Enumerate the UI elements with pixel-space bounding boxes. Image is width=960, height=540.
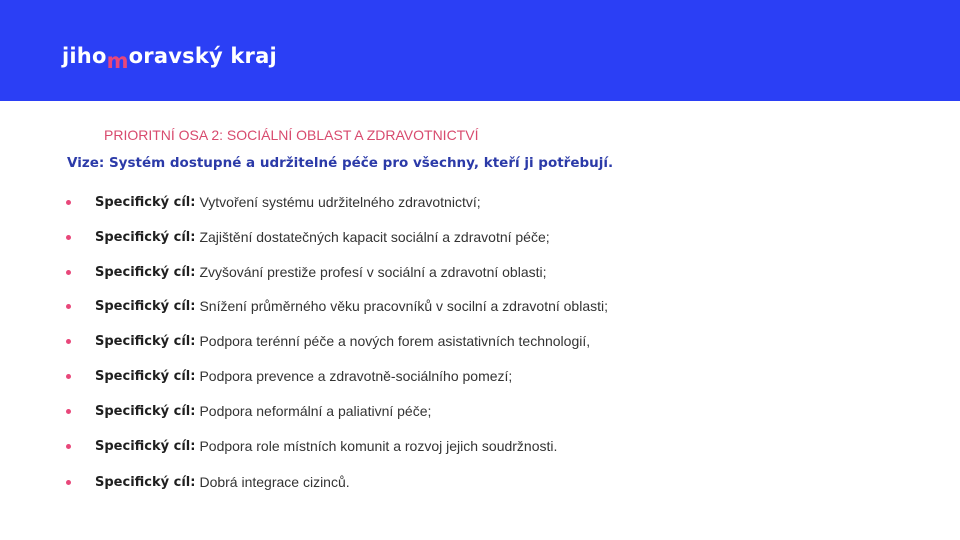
- goal-text: Vytvoření systému udržitelného zdravotnictví;: [199, 194, 481, 210]
- goal-text: Snížení průměrného věku pracovníků v socilní a zdravotní oblasti;: [199, 298, 609, 314]
- goal-label: Specifický cíl:: [95, 403, 196, 419]
- bullet-icon: [66, 444, 71, 449]
- priority-axis-title: PRIORITNÍ OSA 2: SOCIÁLNÍ OBLAST A ZDRAVOTNICTVÍ: [104, 127, 479, 143]
- bullet-icon: [66, 235, 71, 240]
- goal-item: [66, 472, 350, 492]
- goal-label: Specifický cíl:: [95, 333, 196, 349]
- goal-label: Specifický cíl:: [95, 194, 196, 210]
- goal-item: [66, 366, 512, 386]
- goal-label: Specifický cíl:: [95, 264, 196, 280]
- bullet-icon: [66, 200, 71, 205]
- header-banner: [0, 0, 960, 101]
- logo-prefix: jiho: [62, 44, 107, 68]
- goal-text: Dobrá integrace cizinců.: [199, 474, 350, 490]
- bullet-icon: [66, 374, 71, 379]
- goal-label: Specifický cíl:: [95, 229, 196, 245]
- goal-text: Podpora role místních komunit a rozvoj jejich soudržnosti.: [199, 438, 558, 454]
- bullet-icon: [66, 339, 71, 344]
- goal-label: Specifický cíl:: [95, 438, 196, 454]
- goal-item: [66, 296, 608, 316]
- bullet-icon: [66, 304, 71, 309]
- logo-m-mark: m: [106, 49, 129, 73]
- bullet-icon: [66, 409, 71, 414]
- bullet-icon: [66, 480, 71, 485]
- goal-label: Specifický cíl:: [95, 298, 196, 314]
- goal-text: Podpora neformální a paliativní péče;: [199, 403, 432, 419]
- goal-item: [66, 262, 547, 282]
- goal-item: [66, 401, 431, 421]
- goal-item: [66, 227, 550, 247]
- jihomoravsky-kraj-logo: [62, 44, 277, 74]
- goal-item: [66, 192, 481, 212]
- vision-statement: Vize: Systém dostupné a udržitelné péče pro všechny, kteří ji potřebují.: [67, 155, 614, 171]
- goal-label: Specifický cíl:: [95, 474, 196, 490]
- goal-text: Podpora terénní péče a nových forem asistativních technologií,: [199, 333, 591, 349]
- goal-text: Podpora prevence a zdravotně-sociálního pomezí;: [199, 368, 513, 384]
- goal-item: [66, 436, 557, 456]
- logo-suffix: oravský kraj: [128, 44, 277, 68]
- goal-text: Zajištění dostatečných kapacit sociální a zdravotní péče;: [199, 229, 550, 245]
- goal-item: [66, 331, 590, 351]
- goal-text: Zvyšování prestiže profesí v sociální a zdravotní oblasti;: [199, 264, 547, 280]
- goal-label: Specifický cíl:: [95, 368, 196, 384]
- bullet-icon: [66, 270, 71, 275]
